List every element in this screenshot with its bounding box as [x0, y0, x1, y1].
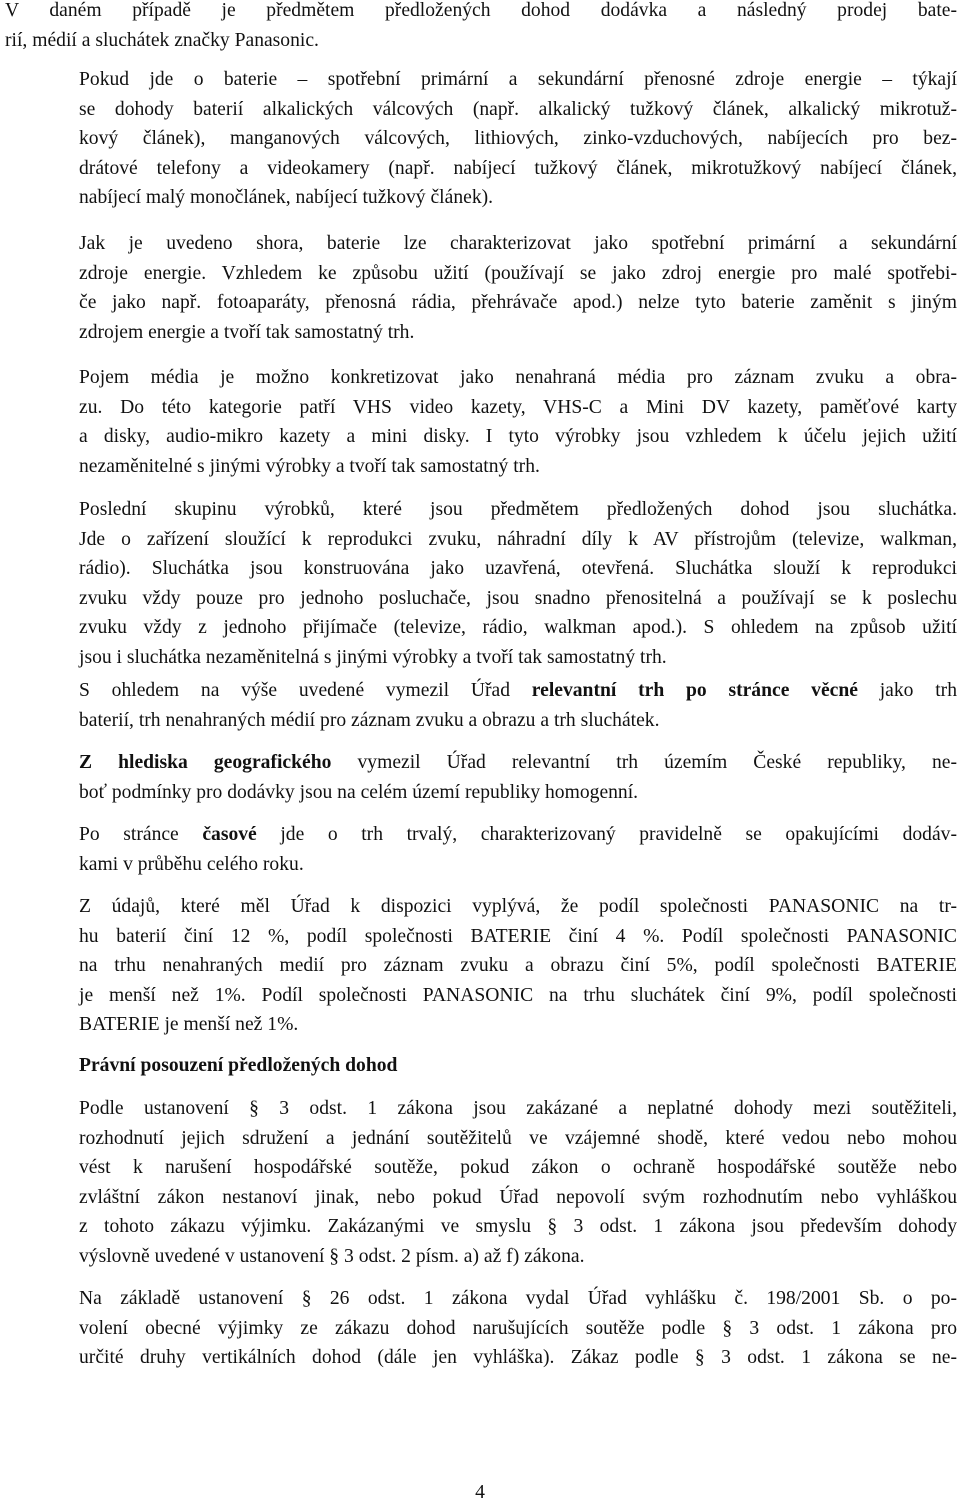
text-run: jako trh	[857, 680, 958, 701]
text-line: Pokud jde o baterie – spotřební primární a sekundární přenosné zdroje energie – týkají	[79, 69, 957, 90]
bold-term: relevantní trh po stránce věcné	[531, 680, 858, 701]
text-line: Jde o zařízení sloužící k reprodukci zvuku, náhradní díly k AV přístrojům (televize, walkman,	[79, 528, 957, 550]
section-heading: Právní posouzení předložených dohod	[79, 1055, 398, 1076]
bold-term: Z hlediska geografického	[79, 752, 332, 773]
text-line: volení obecné výjimky ze zákazu dohod narušujících soutěže podle § 3 odst. 1 zákona pro	[79, 1317, 957, 1339]
text-line	[5, 820, 957, 850]
text-line: kami v průběhu celého roku.	[79, 853, 304, 875]
text-line: a disky, audio-mikro kazety a mini disky. I tyto výrobky jsou vzhledem k účelu jejich užití	[79, 426, 957, 447]
text-line: vést k narušení hospodářské soutěže, pokud zákon o ochraně hospodářské soutěže nebo	[79, 1157, 957, 1178]
text-run: vymezil Úřad relevantní trh územím České republiky, ne-	[331, 752, 957, 773]
text-line: jsou i sluchátka nezaměnitelná s jinými výrobky a tvoří tak samostatný trh.	[79, 646, 667, 668]
text-line: drátové telefony a videokamery (např. nabíjecí tužkový článek, mikrotužkový nabíjecí článek,	[79, 157, 957, 179]
text-run: jde o trh trvalý, charakterizovaný pravidelně se opakujícími dodáv-	[256, 824, 957, 845]
text-line: Pojem média je možno konkretizovat jako nenahraná média pro záznam zvuku a obra-	[79, 367, 957, 388]
text-line: na trhu nenahraných medií pro záznam zvuku a obrazu činí 5%, podíl společnosti BATERIE	[79, 955, 957, 976]
text-line: zvláštní zákon nestanoví jinak, nebo pokud Úřad nepovolí svým rozhodnutím nebo vyhláškou	[79, 1186, 957, 1208]
text-line: kový článek), manganových válcových, lithiových, zinko-vzduchových, nabíjecích pro bez-	[79, 128, 957, 149]
paragraph-relevant-market-material	[5, 676, 957, 735]
text-line: určité druhy vertikálních dohod (dále jen vyhláška). Zákaz podle § 3 odst. 1 zákona se ne-	[79, 1347, 957, 1368]
text-line	[5, 748, 957, 778]
paragraph-market-shares	[5, 892, 957, 1040]
text-line: baterií, trh nenahraných médií pro záznam zvuku a obrazu a trh sluchátek.	[79, 709, 660, 731]
paragraph-battery-market	[5, 229, 957, 347]
text-line: hu baterií činí 12 %, podíl společnosti BATERIE činí 4 %. Podíl společnosti PANASONIC	[79, 925, 957, 947]
text-line: Z údajů, které měl Úřad k dispozici vyplývá, že podíl společnosti PANASONIC na tr-	[79, 896, 957, 917]
paragraph-batteries	[5, 65, 957, 213]
paragraph-media	[5, 363, 957, 481]
text-line: Poslední skupinu výrobků, které jsou předmětem předložených dohod jsou sluchátka.	[79, 499, 957, 520]
text-line: rádio). Sluchátka jsou konstruována jako uzavřená, otevřená. Sluchátka slouží k reprodukci	[79, 558, 957, 579]
text-line: je menší než 1%. Podíl společnosti PANASONIC na trhu sluchátek činí 9%, podíl společnosti	[79, 984, 957, 1006]
paragraph-legal-basis	[5, 1094, 957, 1271]
paragraph-decree	[5, 1284, 957, 1373]
text-line: zvuku vždy z jednoho přijímače (televize, rádio, walkman apod.). S ohledem na způsob užití	[79, 617, 957, 638]
paragraph-intro	[5, 0, 957, 55]
text-line: boť podmínky pro dodávky jsou na celém území republiky homogenní.	[79, 781, 639, 803]
paragraph-headphones	[5, 495, 957, 672]
text-line: Jak je uvedeno shora, baterie lze charakterizovat jako spotřební primární a sekundární	[79, 233, 957, 254]
text-line: zu. Do této kategorie patří VHS video kazety, VHS-C a Mini DV kazety, paměťové karty	[79, 396, 957, 418]
text-line: z tohoto zákazu výjimku. Zakázanými ve smyslu § 3 odst. 1 zákona jsou především dohody	[79, 1216, 957, 1237]
text-line: rozhodnutí jejich sdružení a jednání soutěžitelů ve vzájemné shodě, které vedou nebo mohou	[79, 1127, 957, 1149]
text-line	[5, 676, 957, 706]
page-number: 4	[475, 1482, 485, 1503]
text-line: če jako např. fotoaparáty, přenosná rádia, přehrávače apod.) nelze tyto baterie zaměnit s jiným	[79, 292, 957, 313]
paragraph-relevant-market-temporal	[5, 820, 957, 879]
text-line: Podle ustanovení § 3 odst. 1 zákona jsou zakázané a neplatné dohody mezi soutěžiteli,	[79, 1098, 957, 1119]
text-line: rií, médií a sluchátek značky Panasonic.	[5, 29, 319, 51]
text-line: V daném případě je předmětem předložených dohod dodávka a následný prodej bate-	[5, 0, 957, 21]
text-line: zdroje energie. Vzhledem ke způsobu užití (používají se jako zdroj energie pro malé spotřebi-	[79, 262, 957, 284]
bold-term: časové	[202, 824, 257, 845]
text-line: Na základě ustanovení § 26 odst. 1 zákona vydal Úřad vyhlášku č. 198/2001 Sb. o po-	[79, 1288, 957, 1309]
text-run: Po stránce	[79, 824, 203, 845]
text-line: zdrojem energie a tvoří tak samostatný trh.	[79, 321, 415, 343]
text-run: S ohledem na výše uvedené vymezil Úřad	[79, 680, 532, 701]
paragraph-relevant-market-geographic	[5, 748, 957, 807]
text-line: výslovně uvedené v ustanovení § 3 odst. 2 písm. a) až f) zákona.	[79, 1245, 585, 1267]
text-line: nezaměnitelné s jinými výrobky a tvoří tak samostatný trh.	[79, 455, 540, 477]
text-line: zvuku vždy pouze pro jednoho posluchače, jsou snadno přenositelná a používají se k poslechu	[79, 587, 957, 609]
text-line: se dohody baterií alkalických válcových (např. alkalický tužkový článek, alkalický mikrotuž-	[79, 98, 957, 120]
text-line: nabíjecí malý monočlánek, nabíjecí tužkový článek).	[79, 187, 494, 208]
text-line: BATERIE je menší než 1%.	[79, 1014, 299, 1035]
